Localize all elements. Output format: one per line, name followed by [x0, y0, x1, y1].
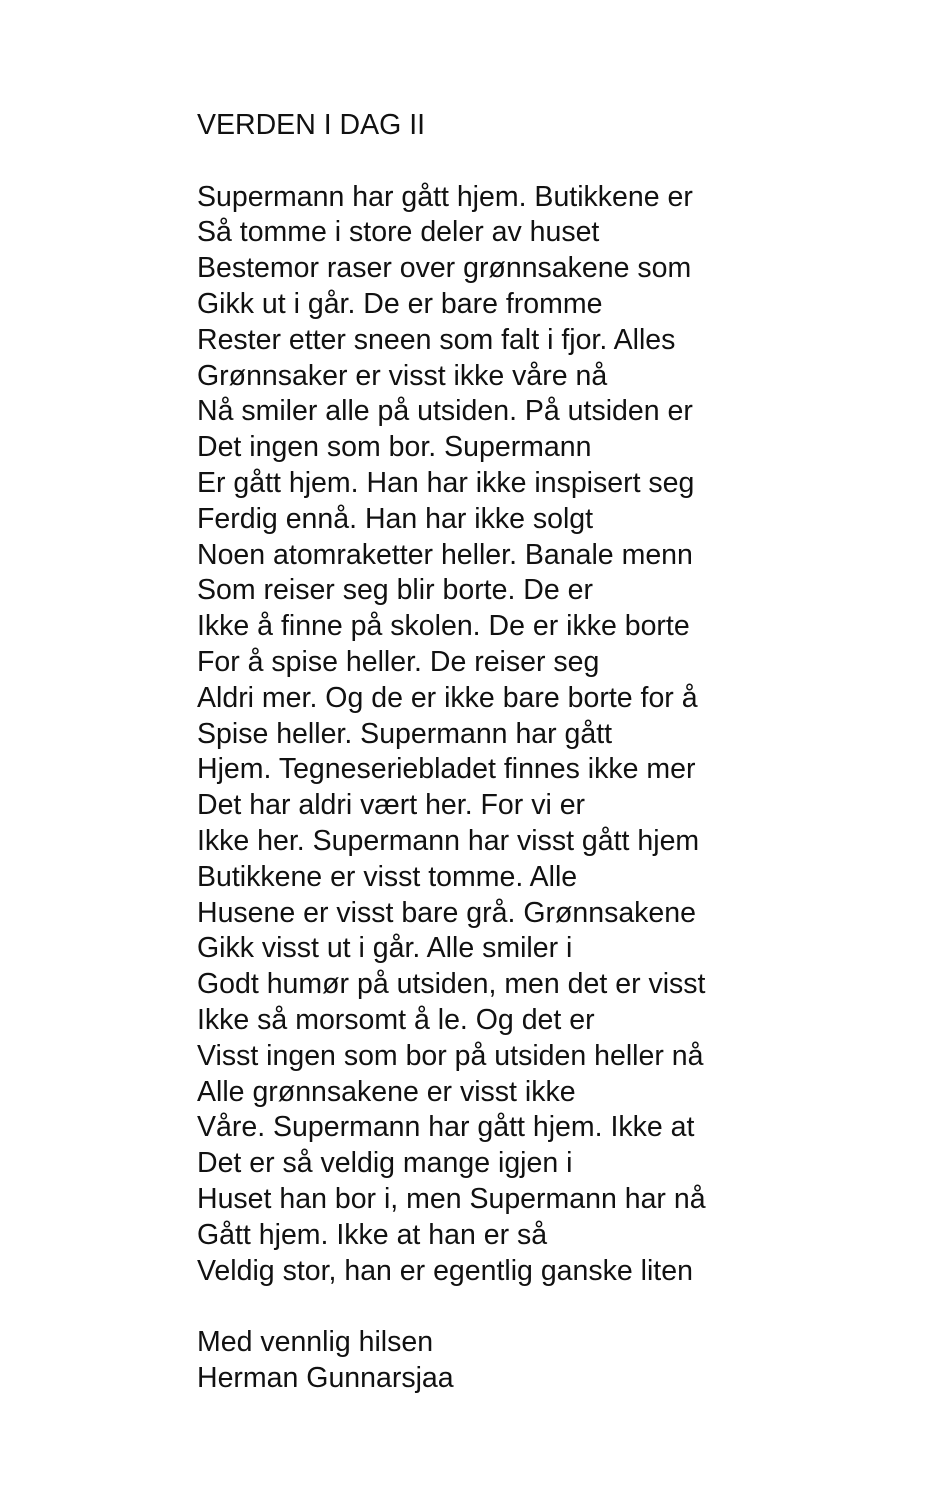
- poem-line: Spise heller. Supermann har gått: [197, 717, 613, 750]
- poem-line: Våre. Supermann har gått hjem. Ikke at: [197, 1111, 695, 1144]
- poem-line: Godt humør på utsiden, men det er visst: [197, 968, 706, 1001]
- poem-line: Hjem. Tegneseriebladet finnes ikke mer: [197, 753, 696, 786]
- signoff-block: [197, 1325, 897, 1397]
- poem-line: Så tomme i store deler av huset: [197, 216, 600, 249]
- poem-line: Visst ingen som bor på utsiden heller nå: [197, 1039, 704, 1072]
- poem-line: Er gått hjem. Han har ikke inspisert seg: [197, 466, 695, 499]
- poem-line: Aldri mer. Og de er ikke bare borte for å: [197, 681, 698, 714]
- poem-line: Butikkene er visst tomme. Alle: [197, 860, 578, 893]
- poem-line: For å spise heller. De reiser seg: [197, 645, 600, 678]
- poem-line: Gått hjem. Ikke at han er så: [197, 1218, 548, 1251]
- closing-greeting: Med vennlig hilsen: [197, 1326, 434, 1359]
- poem-line: Ferdig ennå. Han har ikke solgt: [197, 502, 594, 535]
- poem-line: Det ingen som bor. Supermann: [197, 431, 592, 464]
- author-signature: Herman Gunnarsjaa: [197, 1361, 454, 1394]
- poem-line: Ikke å finne på skolen. De er ikke borte: [197, 610, 690, 643]
- poem-line: Det er så veldig mange igjen i: [197, 1147, 573, 1180]
- poem-line: Ikke her. Supermann har visst gått hjem: [197, 824, 700, 857]
- poem-line: Huset han bor i, men Supermann har nå: [197, 1182, 706, 1215]
- poem-line: Noen atomraketter heller. Banale menn: [197, 538, 693, 571]
- poem-line: Rester etter sneen som falt i fjor. Alles: [197, 323, 676, 356]
- poem-title: VERDEN I DAG II: [197, 109, 426, 141]
- poem-line: Som reiser seg blir borte. De er: [197, 574, 593, 607]
- poem-line: Supermann har gått hjem. Butikkene er: [197, 180, 693, 213]
- poem-line: Gikk ut i går. De er bare fromme: [197, 287, 603, 320]
- poem-line: Nå smiler alle på utsiden. På utsiden er: [197, 395, 693, 428]
- poem-document: [197, 108, 897, 1397]
- poem-line: Grønnsaker er visst ikke våre nå: [197, 359, 608, 392]
- poem-line: Veldig stor, han er egentlig ganske liten: [197, 1254, 693, 1287]
- poem-body: [197, 180, 897, 1290]
- poem-line: Bestemor raser over grønnsakene som: [197, 252, 692, 285]
- poem-line: Husene er visst bare grå. Grønnsakene: [197, 896, 696, 929]
- poem-line: Ikke så morsomt å le. Og det er: [197, 1003, 595, 1036]
- poem-line: Alle grønnsakene er visst ikke: [197, 1075, 576, 1108]
- poem-line: Det har aldri vært her. For vi er: [197, 789, 586, 822]
- poem-line: Gikk visst ut i går. Alle smiler i: [197, 932, 573, 965]
